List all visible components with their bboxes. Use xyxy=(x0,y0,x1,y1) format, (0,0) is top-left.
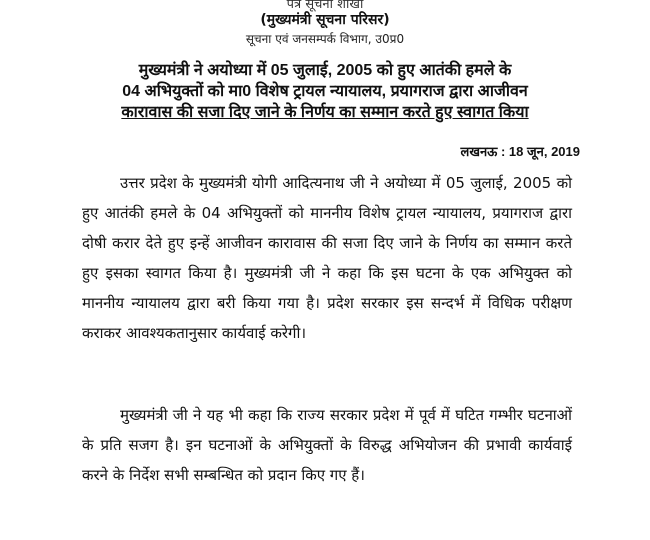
title-line-1: मुख्यमंत्री ने अयोध्या में 05 जुलाई, 2005 को हुए आतंकी हमले के xyxy=(138,62,512,79)
press-release-title xyxy=(20,60,630,123)
header-office-subname: (मुख्यमंत्री सूचना परिसर) xyxy=(260,12,390,28)
header-office-name: पत्र सूचना शाखा xyxy=(286,0,364,12)
dateline: लखनऊ : 18 जून, 2019 xyxy=(460,144,580,159)
body-paragraph-2: मुख्यमंत्री जी ने यह भी कहा कि राज्य सरकार प्रदेश में पूर्व में घटित गम्भीर घटनाओं के प्रति सजग है। इन घटनाओं के अभियुक्तों के विरुद्ध अभियोजन की प्रभावी कार्यवाई करने के निर्देश सभी सम्बन्धित को प्रदान किए गए हैं। xyxy=(82,406,572,484)
title-line-2: 04 अभियुक्तों को मा0 विशेष ट्रायल न्यायालय, प्रयागराज द्वारा आजीवन xyxy=(122,83,528,100)
body-paragraph-1: उत्तर प्रदेश के मुख्यमंत्री योगी आदित्यनाथ जी ने अयोध्या में 05 जुलाई, 2005 को हुए आतंकी हमले के 04 अभियुक्तों को माननीय विशेष ट्रायल न्यायालय, प्रयागराज द्वारा दोषी करार देते हुए इन्हें आजीवन कारावास की सजा दिए जाने के निर्णय का सम्मान करते हुए इसका स्वागत किया है। मुख्यमंत्री जी ने कहा कि इस घटना के एक अभियुक्त को माननीय न्यायालय द्वारा बरी किया गया है। प्रदेश सरकार इस सन्दर्भ में विधिक परीक्षण कराकर आवश्यकतानुसार कार्यवाई करेगी। xyxy=(82,174,572,342)
title-line-3: कारावास की सजा दिए जाने के निर्णय का सम्मान करते हुए स्वागत किया xyxy=(121,104,529,121)
header-department: सूचना एवं जनसम्पर्क विभाग, उ0प्र0 xyxy=(245,32,405,46)
